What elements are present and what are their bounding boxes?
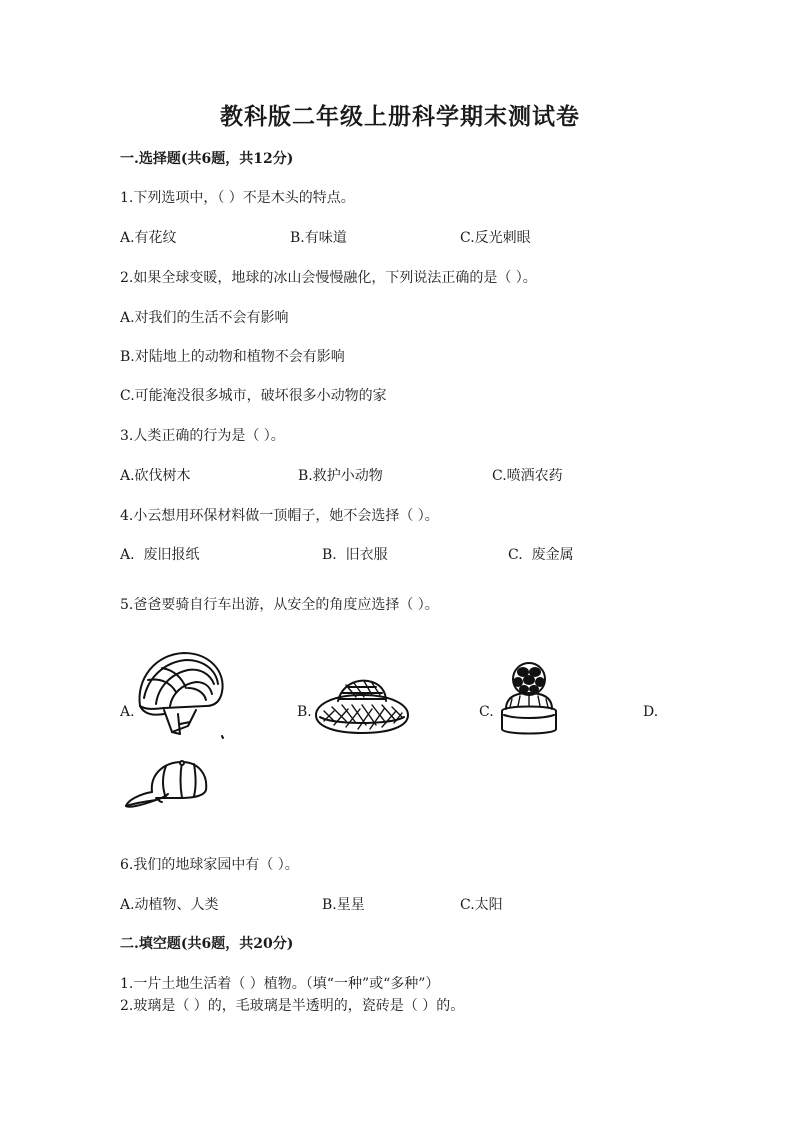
pompom-knit-hat-icon: [496, 659, 562, 739]
baseball-cap-icon: [122, 758, 212, 814]
question-5-option-d: D.: [643, 704, 659, 720]
question-6-option-b: B.星星: [322, 897, 365, 913]
question-3-option-a: A.砍伐树木: [120, 468, 191, 484]
question-3-stem: 3.人类正确的行为是（ ）。: [120, 428, 285, 444]
woven-straw-hat-icon: [312, 675, 412, 735]
bike-helmet-icon: [134, 648, 230, 742]
question-5-stem: 5.爸爸要骑自行车出游，从安全的角度应选择（ ）。: [120, 597, 439, 613]
question-1-option-c: C.反光刺眼: [460, 230, 531, 246]
question-1-option-b: B.有味道: [290, 230, 347, 246]
question-5-option-c: C.: [479, 704, 494, 720]
page-title: 教科版二年级上册科学期末测试卷: [220, 103, 580, 130]
section-heading-fill-blank: 二.填空题(共6题，共20分): [120, 936, 294, 952]
question-5-option-a: A.: [120, 704, 135, 720]
question-4-option-b: B. 旧衣服: [322, 547, 388, 563]
question-2-option-c: C.可能淹没很多城市，破坏很多小动物的家: [120, 388, 387, 404]
fill-question-2: 2.玻璃是（ ）的，毛玻璃是半透明的，瓷砖是（ ）的。: [120, 998, 465, 1014]
question-5-option-b: B.: [297, 704, 312, 720]
question-4-stem: 4.小云想用环保材料做一顶帽子，她不会选择（ ）。: [120, 508, 439, 524]
question-4-option-a: A. 废旧报纸: [120, 547, 200, 563]
question-1-stem: 1.下列选项中，（ ）不是木头的特点。: [120, 190, 355, 206]
question-3-option-b: B.救护小动物: [298, 468, 383, 484]
question-6-stem: 6.我们的地球家园中有（ ）。: [120, 857, 299, 873]
question-4-option-c: C. 废金属: [508, 547, 574, 563]
question-2-option-a: A.对我们的生活不会有影响: [120, 310, 289, 326]
question-3-option-c: C.喷洒农药: [492, 468, 563, 484]
fill-question-1: 1.一片土地生活着（ ）植物。（填“一种”或“多种”）: [120, 976, 440, 992]
section-heading-choice: 一.选择题(共6题，共12分): [120, 151, 294, 167]
question-2-option-b: B.对陆地上的动物和植物不会有影响: [120, 349, 345, 365]
question-6-option-a: A.动植物、人类: [120, 897, 219, 913]
question-6-option-c: C.太阳: [460, 897, 503, 913]
question-1-option-a: A.有花纹: [120, 230, 177, 246]
question-2-stem: 2.如果全球变暖，地球的冰山会慢慢融化，下列说法正确的是（ ）。: [120, 270, 537, 286]
